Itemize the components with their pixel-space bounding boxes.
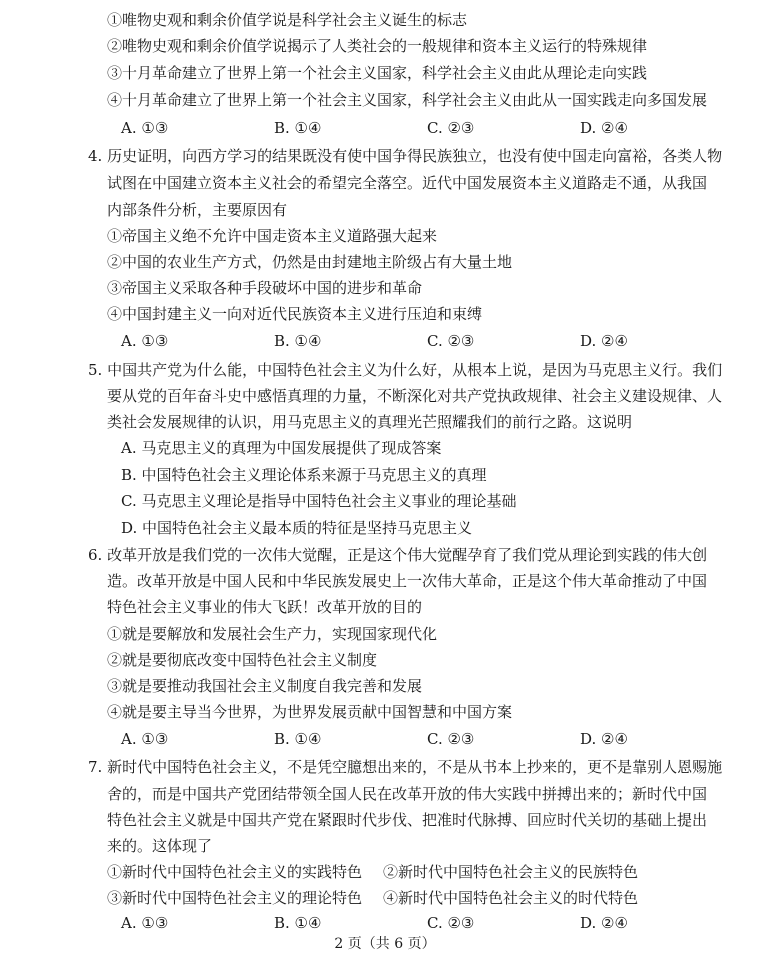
q7-stem-line-3: 特色社会主义就是中国共产党在紧跟时代步伐、把准时代脉搏、回应时代关切的基础上提出 xyxy=(107,811,708,829)
q6-statement-1: ①就是要解放和发展社会生产力，实现国家现代化 xyxy=(107,625,438,643)
q6-statement-2: ②就是要彻底改变中国特色社会主义制度 xyxy=(107,651,378,669)
q4-option-d: D. ②④ xyxy=(580,332,628,350)
q7-stem-line-2: 舍的，而是中国共产党团结带领全国人民在改革开放的伟大实践中拼搏出来的；新时代中国 xyxy=(107,785,708,803)
q5-stem-line-2: 要从党的百年奋斗史中感悟真理的力量，不断深化对共产党执政规律、社会主义建设规律、人 xyxy=(107,387,723,405)
q6-statement-3: ③就是要推动我国社会主义制度自我完善和发展 xyxy=(107,677,423,695)
q5-choice-d: D. 中国特色社会主义最本质的特征是坚持马克思主义 xyxy=(121,519,473,537)
q6-statement-4: ④就是要主导当今世界，为世界发展贡献中国智慧和中国方案 xyxy=(107,703,513,721)
q7-statement-4: ④新时代中国特色社会主义的时代特色 xyxy=(383,889,639,907)
q6-stem-line-1: 6. 改革开放是我们党的一次伟大觉醒，正是这个伟大觉醒孕育了我们党从理论到实践的伟大创 xyxy=(88,546,708,564)
q7-option-c: C. ②③ xyxy=(427,914,475,932)
q7-statement-1: ①新时代中国特色社会主义的实践特色 xyxy=(107,863,363,881)
q5-stem-line-3: 类社会发展规律的认识，用马克思主义的真理光芒照耀我们的前行之路。这说明 xyxy=(107,413,633,431)
q3-statement-3: ③十月革命建立了世界上第一个社会主义国家，科学社会主义由此从理论走向实践 xyxy=(107,64,648,82)
q6-stem-line-3: 特色社会主义事业的伟大飞跃！改革开放的目的 xyxy=(107,598,423,616)
q3-option-a: A. ①③ xyxy=(121,119,169,137)
q3-option-d: D. ②④ xyxy=(580,119,628,137)
q3-statement-4: ④十月革命建立了世界上第一个社会主义国家，科学社会主义由此从一国实践走向多国发展 xyxy=(107,91,708,109)
q4-statement-1: ①帝国主义绝不允许中国走资本主义道路强大起来 xyxy=(107,227,438,245)
q5-stem-line-1: 5. 中国共产党为什么能，中国特色社会主义为什么好，从根本上说，是因为马克思主义行。我们 xyxy=(88,361,723,379)
q6-option-b: B. ①④ xyxy=(274,730,322,748)
q4-stem-line-3: 内部条件分析，主要原因有 xyxy=(107,201,288,219)
q3-option-b: B. ①④ xyxy=(274,119,322,137)
q7-statement-2: ②新时代中国特色社会主义的民族特色 xyxy=(383,863,639,881)
q7-stem-line-4: 来的。这体现了 xyxy=(107,837,213,855)
q5-choice-a: A. 马克思主义的真理为中国发展提供了现成答案 xyxy=(121,439,442,457)
q4-statement-4: ④中国封建主义一向对近代民族资本主义进行压迫和束缚 xyxy=(107,305,483,323)
q4-statement-2: ②中国的农业生产方式，仍然是由封建地主阶级占有大量土地 xyxy=(107,253,513,271)
q7-statement-3: ③新时代中国特色社会主义的理论特色 xyxy=(107,889,363,907)
q3-statement-1: ①唯物史观和剩余价值学说是科学社会主义诞生的标志 xyxy=(107,11,468,29)
q4-stem-line-1: 4. 历史证明，向西方学习的结果既没有使中国争得民族独立，也没有使中国走向富裕，各类人物 xyxy=(88,147,723,165)
q7-option-a: A. ①③ xyxy=(121,914,169,932)
q4-statement-3: ③帝国主义采取各种手段破坏中国的进步和革命 xyxy=(107,279,423,297)
q3-statement-2: ②唯物史观和剩余价值学说揭示了人类社会的一般规律和资本主义运行的特殊规律 xyxy=(107,37,648,55)
q4-option-b: B. ①④ xyxy=(274,332,322,350)
q6-option-c: C. ②③ xyxy=(427,730,475,748)
q4-option-a: A. ①③ xyxy=(121,332,169,350)
q7-option-d: D. ②④ xyxy=(580,914,628,932)
q6-option-a: A. ①③ xyxy=(121,730,169,748)
q7-stem-line-1: 7. 新时代中国特色社会主义，不是凭空臆想出来的，不是从书本上抄来的，更不是靠别人恩赐施 xyxy=(88,758,723,776)
q5-choice-b: B. 中国特色社会主义理论体系来源于马克思主义的真理 xyxy=(121,466,487,484)
page-footer: 2 页（共 6 页） xyxy=(334,936,436,952)
q7-option-b: B. ①④ xyxy=(274,914,322,932)
q4-option-c: C. ②③ xyxy=(427,332,475,350)
q4-stem-line-2: 试图在中国建立资本主义社会的希望完全落空。近代中国发展资本主义道路走不通，从我国 xyxy=(107,174,708,192)
q6-stem-line-2: 造。改革开放是中国人民和中华民族发展史上一次伟大革命，正是这个伟大革命推动了中国 xyxy=(107,572,708,590)
q5-choice-c: C. 马克思主义理论是指导中国特色社会主义事业的理论基础 xyxy=(121,492,517,510)
q6-option-d: D. ②④ xyxy=(580,730,628,748)
q3-option-c: C. ②③ xyxy=(427,119,475,137)
